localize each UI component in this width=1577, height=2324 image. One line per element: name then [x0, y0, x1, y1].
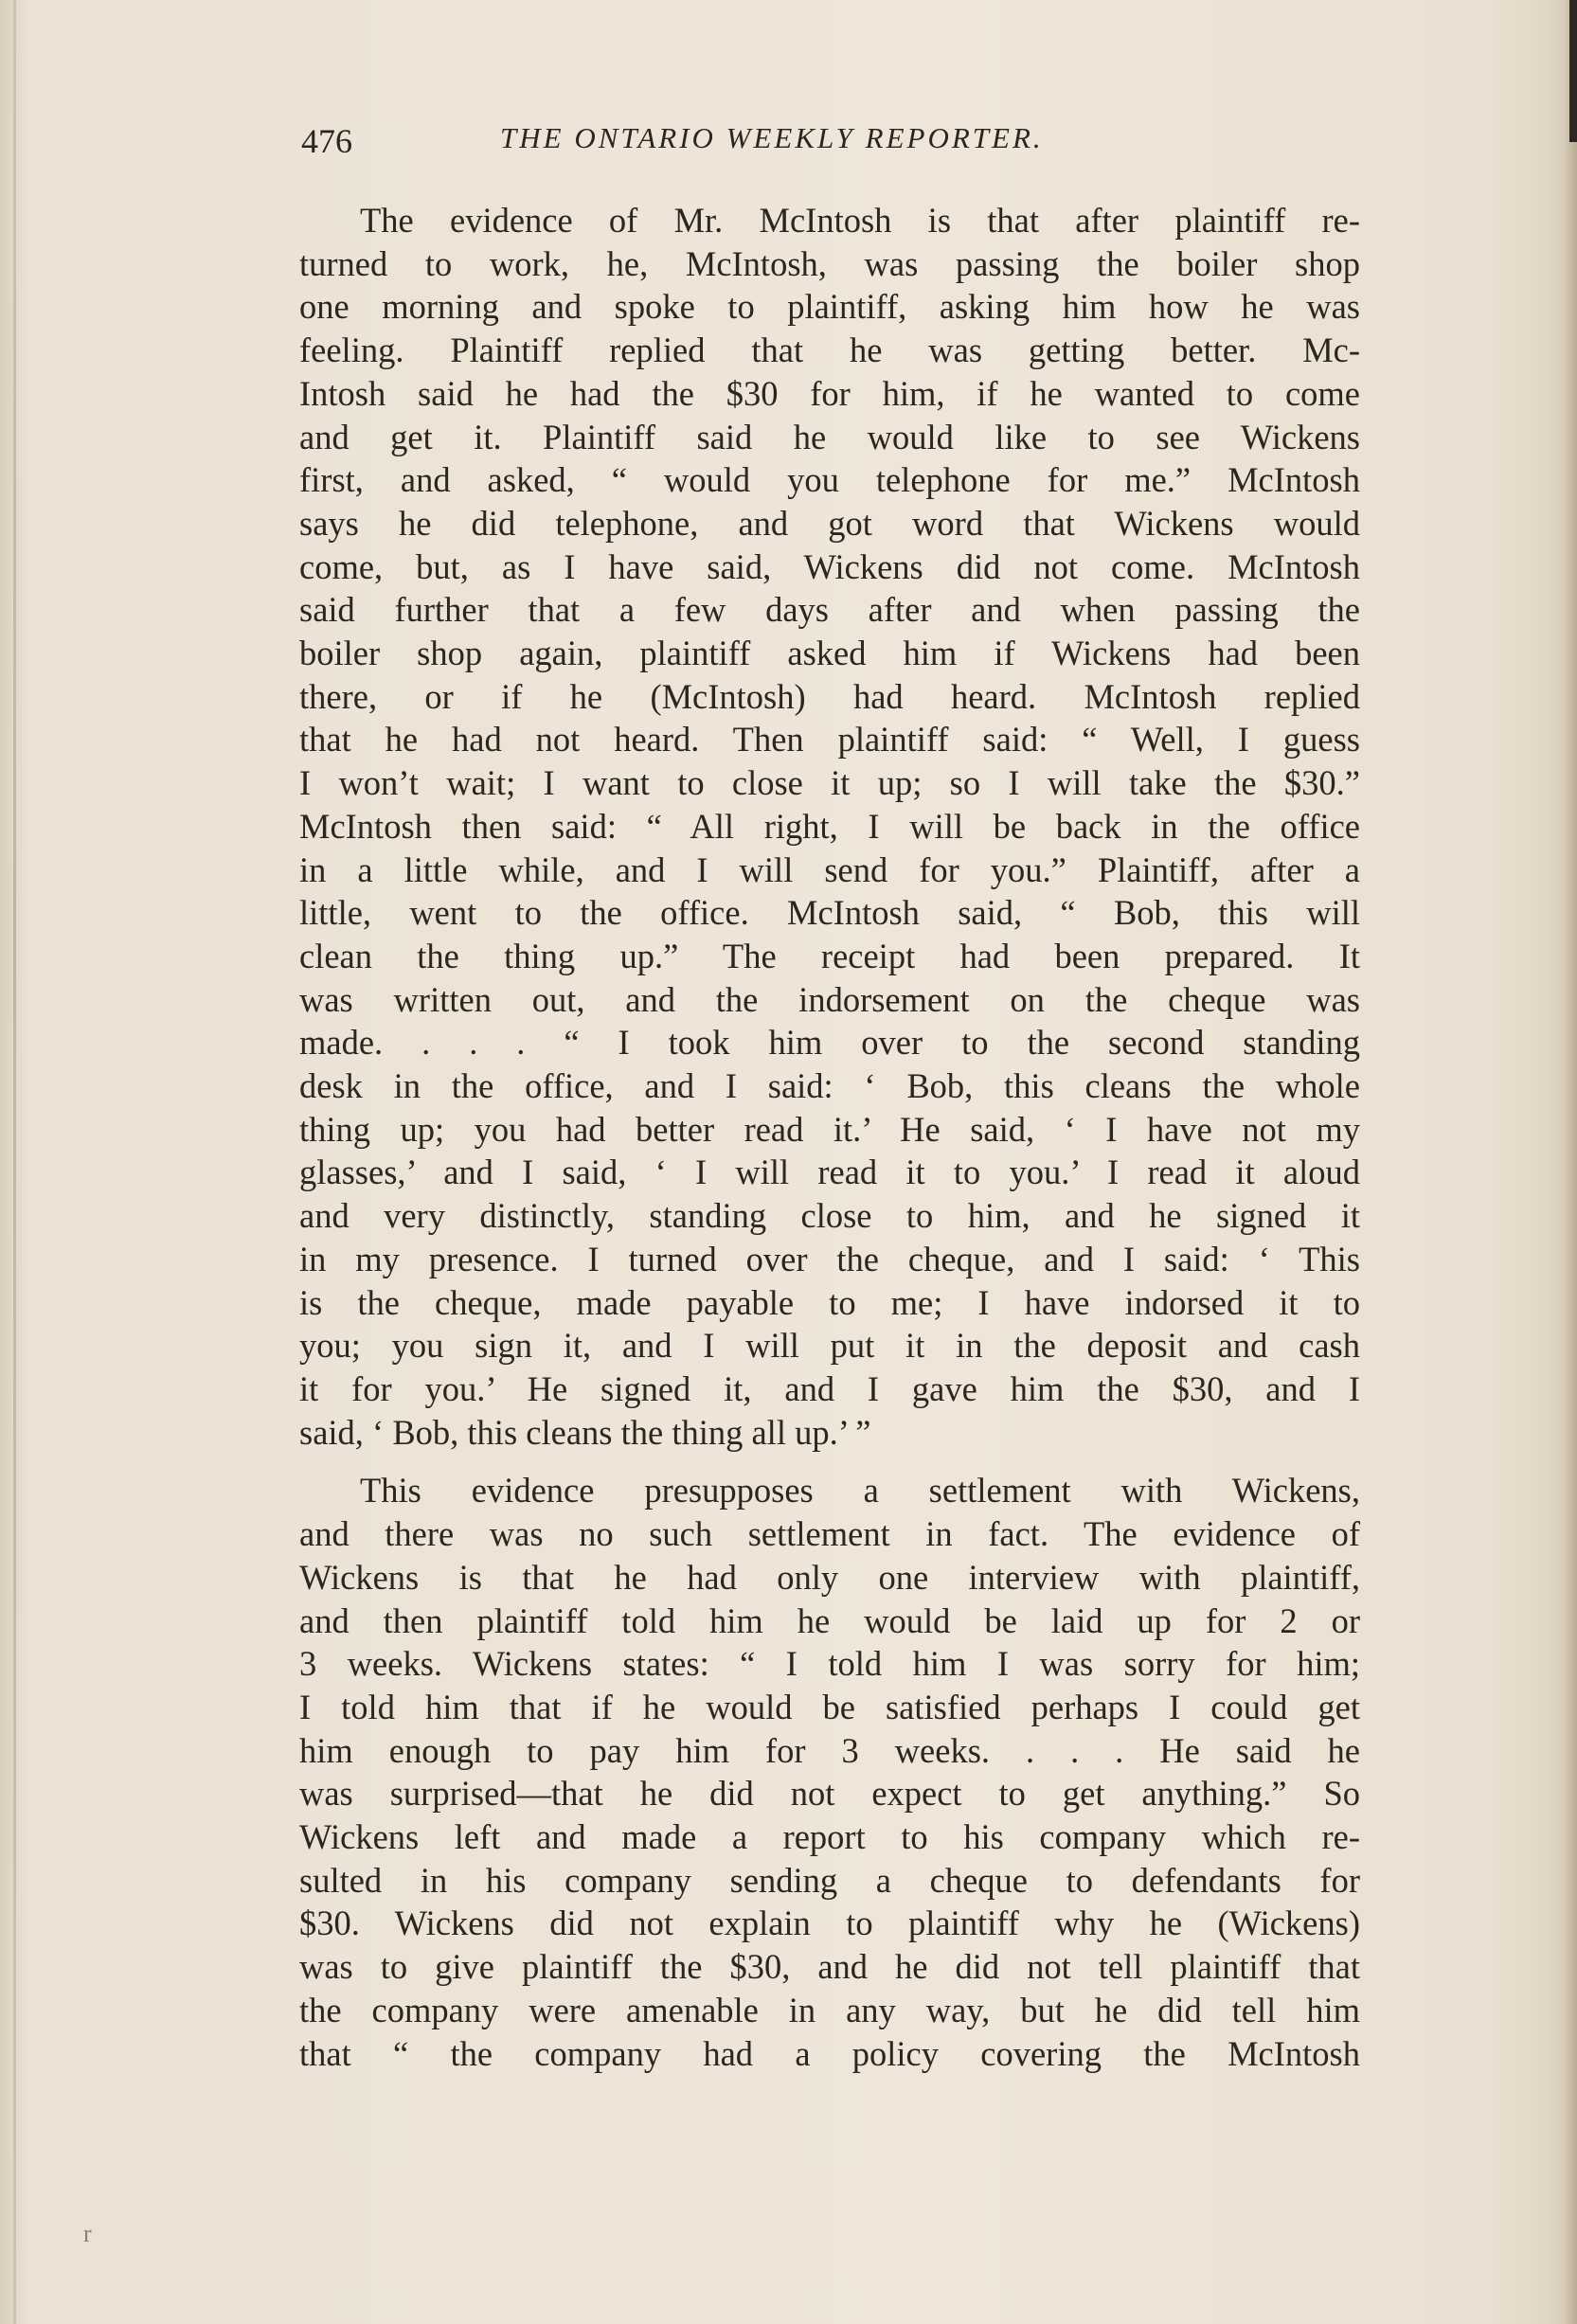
text-line: was written out, and the indorsement on the cheque was: [299, 979, 1360, 1019]
text-line: 3 weeks. Wickens states: “ I told him I was sorry for him;: [299, 1644, 1360, 1684]
page-header: [301, 121, 1371, 178]
text-line: and then plaintiff told him he would be laid up for 2 or: [299, 1600, 1360, 1640]
text-line: clean the thing up.” The receipt had been prepared. It: [299, 936, 1360, 975]
text-line: it for you.’ He signed it, and I gave him the $30, and I: [299, 1368, 1360, 1408]
text-line: thing up; you had better read it.’ He said, ‘ I have not my: [299, 1109, 1360, 1149]
text-line: is the cheque, made payable to me; I have indorsed it to: [299, 1282, 1360, 1322]
text-line: This evidence presupposes a settlement with Wickens,: [360, 1471, 1360, 1511]
text-line: said further that a few days after and when passing the: [299, 590, 1360, 630]
text-line: The evidence of Mr. McIntosh is that after plaintiff re-: [360, 201, 1360, 240]
running-title: THE ONTARIO WEEKLY REPORTER.: [500, 121, 1044, 154]
text-line: Intosh said he had the $30 for him, if he wanted to come: [299, 373, 1360, 413]
paragraph-1: [299, 199, 1360, 1454]
text-line: and there was no such settlement in fact. The evidence of: [299, 1514, 1360, 1554]
page-edge-dark: [1569, 0, 1577, 142]
text-line: sulted in his company sending a cheque to defendants for: [299, 1860, 1360, 1900]
text-line: desk in the office, and I said: ‘ Bob, this cleans the whole: [299, 1066, 1360, 1106]
text-line: in my presence. I turned over the cheque, and I said: ‘ This: [299, 1239, 1360, 1278]
text-line: you; you sign it, and I will put it in the deposit and cash: [299, 1326, 1360, 1366]
text-line: one morning and spoke to plaintiff, asking him how he was: [299, 287, 1360, 327]
text-line: turned to work, he, McIntosh, was passing the boiler shop: [299, 243, 1360, 283]
text-line: was to give plaintiff the $30, and he did not tell plaintiff that: [299, 1947, 1360, 1987]
text-line: him enough to pay him for 3 weeks. . . . He said he: [299, 1730, 1360, 1770]
text-line: I won’t wait; I want to close it up; so I will take the $30.”: [299, 763, 1360, 803]
text-line: was surprised—that he did not expect to get anything.” So: [299, 1774, 1360, 1814]
text-line: feeling. Plaintiff replied that he was getting better. Mc-: [299, 331, 1360, 370]
text-line: first, and asked, “ would you telephone for me.” McIntosh: [299, 460, 1360, 500]
text-line: glasses,’ and I said, ‘ I will read it to you.’ I read it aloud: [299, 1153, 1360, 1192]
text-line: said, ‘ Bob, this cleans the thing all up.’ ”: [299, 1412, 871, 1452]
text-line: in a little while, and I will send for you.” Plaintiff, after a: [299, 849, 1360, 889]
text-line: $30. Wickens did not explain to plaintiff why he (Wickens): [299, 1904, 1360, 1943]
text-line: boiler shop again, plaintiff asked him if Wickens had been: [299, 634, 1360, 673]
paragraph-2: [299, 1469, 1360, 2075]
text-line: that “ the company had a policy covering the McIntosh: [299, 2033, 1360, 2073]
text-line: and very distinctly, standing close to him, and he signed it: [299, 1196, 1360, 1236]
text-line: and get it. Plaintiff said he would like to see Wickens: [299, 417, 1360, 456]
text-line: come, but, as I have said, Wickens did not come. McIntosh: [299, 546, 1360, 586]
text-line: Wickens is that he had only one interview with plaintiff,: [299, 1557, 1360, 1597]
page-number: 476: [301, 122, 352, 160]
text-line: I told him that if he would be satisfied perhaps I could get: [299, 1687, 1360, 1726]
text-line: little, went to the office. McIntosh said, “ Bob, this will: [299, 893, 1360, 933]
gutter-shadow: [13, 0, 16, 2324]
text-line: there, or if he (McIntosh) had heard. McIntosh replied: [299, 676, 1360, 716]
text-line: says he did telephone, and got word that Wickens would: [299, 503, 1360, 543]
text-line: the company were amenable in any way, but he did tell him: [299, 1990, 1360, 2029]
text-line: McIntosh then said: “ All right, I will be back in the office: [299, 806, 1360, 846]
text-line: Wickens left and made a report to his company which re-: [299, 1817, 1360, 1857]
page-edge: [1564, 0, 1577, 2324]
margin-mark: r: [83, 2220, 92, 2247]
text-line: that he had not heard. Then plaintiff said: “ Well, I guess: [299, 720, 1360, 760]
text-line: made. . . . “ I took him over to the second standing: [299, 1023, 1360, 1063]
body-text: [299, 199, 1360, 2075]
